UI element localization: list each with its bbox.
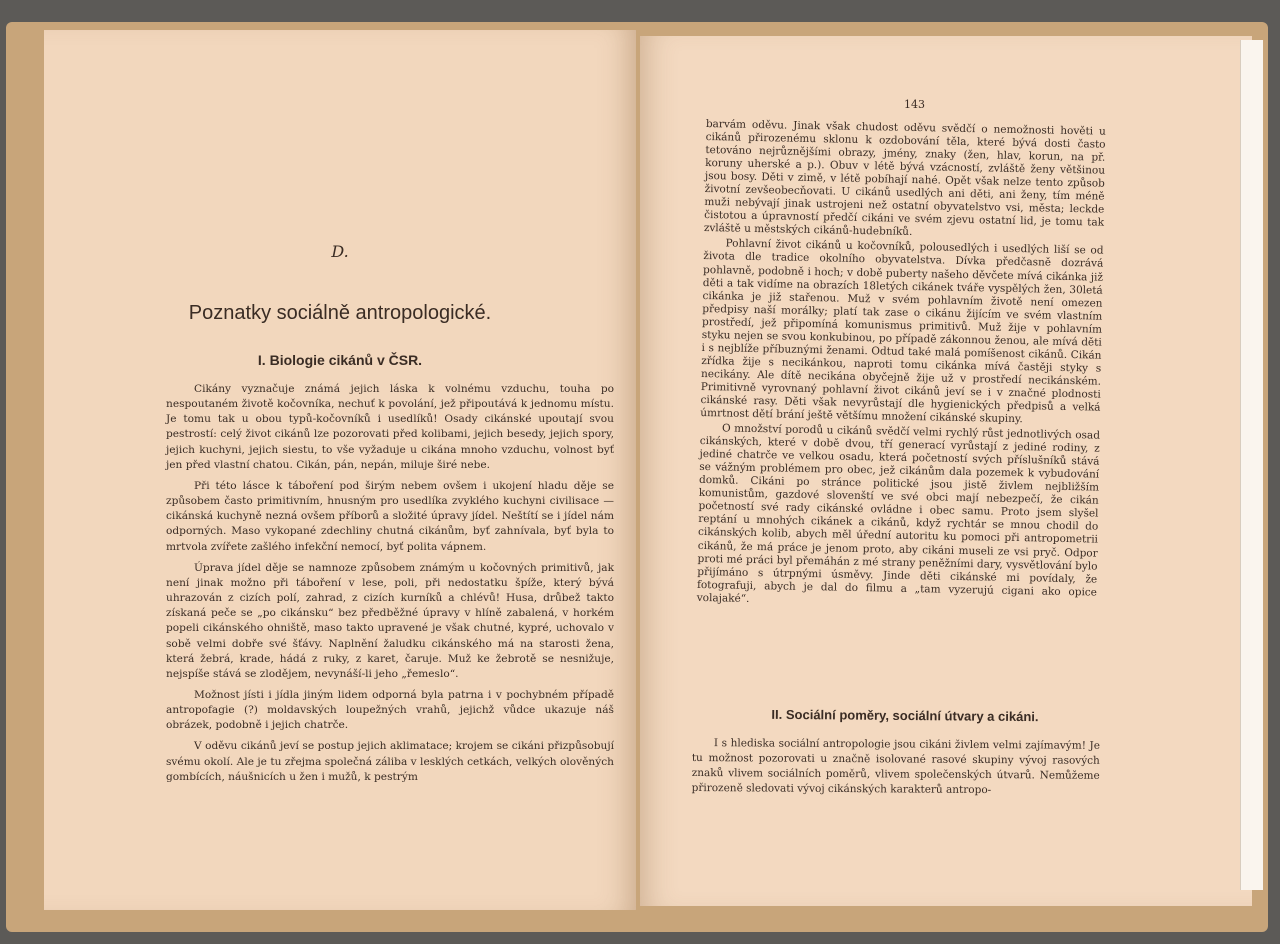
left-body-text (166, 382, 614, 791)
paragraph: Pohlavní život cikánů u kočovníků, polousedlých i usedlých liší se od života dle tradice okolního obyvatelstva. Dívka předčasně dozrává pohlavně, podobně i hoch; v době puberty našeho děvčete mívá cikánka již děti a tak vidíme na obrazích 18letých cikánek tváře vyspělých žen, 30letá cikánka je již stařenou. Muž v svém pohlavním životě není omezen předpisy naší morálky; platí tak zase o cikánu žijícím ve svém vlastním prostředí, jež připomíná komunismus primitivů. Muž žije v pohlavním styku nejen se svou konkubinou, po případě zákonnou ženou, ale mívá děti i s nejblíže příbuznými ženami. Odtud také malá pomíšenost cikánů. Cikán zřídka žije s necikánkou, naproti tomu cikánka mívá častěji styky s necikány. Ale dítě necikána obyčejně žije už v prostředí necikánském. Primitivně vyrovnaný pohlavní život cikánů jeví se i v značné plodnosti cikánské rasy. Děti však nevyrůstají dle hygienických předpisů a velká úmrtnost dětí brání ještě většímu množení cikánské skupiny. (700, 237, 1104, 426)
paragraph: Možnost jísti i jídla jiným lidem odporná byla patrna i v pochybném případě antropofagie (?) moldavských loupežných vrahů, jejichž vůdce ukazuje náš obrázek, podobně i jejich chatrče. (166, 688, 614, 732)
section-letter: D. (331, 242, 349, 261)
paragraph: I s hlediska sociální antropologie jsou cikáni živlem velmi zajímavým! Je tu možnost pozorovati u značně isolované rasové skupiny vývoj rasových znaků vlivem sociálních poměrů, vlivem společenských útvarů. Nemůžeme přirozeně sledovati vývoj cikánských karakterů antropo- (691, 737, 1100, 797)
left-page (44, 30, 636, 910)
paragraph: O množství porodů u cikánů svědčí velmi rychlý růst jednotlivých osad cikánských, které v době dvou, tří generací vyrůstají z jediné rodiny, z jediné chatrče ve velkou osadu, která početností svých příslušníků stává se vážným problémem pro obec, jež cikánům dala pozemek k vybudování domků. Cikáni po stránce politické jsou jistě živlem nejbližším komunistům, gazdové slovenští ve své obci mají nebezpečí, že cikán početností své rady cikánské ovládne i obec samu. Proto jsem slyšel reptání u mnohých cikánek a cikánů, když rychtár se mnou chodil do cikánských kolib, abych měl úřední autoritu ku pomoci při antropometrii cikánů, že má práce je jenom proto, aby cikáni museli ze vsi pryč. Odpor proti mé práci byl přemáhán z mé strany peněžními dary, vysvětlování bylo přijímáno s útrpnými úsměvy. Jinde děti cikánské mi povídaly, že fotografuji, abych je dal do filmu a „tam vyzerujú cigani ako opice volajaké“. (696, 422, 1101, 605)
paragraph: Při této lásce k táboření pod širým nebem ovšem i ukojení hladu děje se způsobem často primitivním, hnusným pro usedlíka zvyklého kuchyni civilisace — cikánská kuchyně nezná ovšem příborů a složité úpravy jídel. Neštítí se i jídel nám odporných. Maso vykopané zdechliny chutná cikánům, byť zahnívala, byť byla to mrtvola zvířete zašlého infekční nemocí, byť polita vápnem. (166, 479, 614, 553)
paragraph: Úprava jídel děje se namnoze způsobem známým u kočovných primitivů, jak není jinak možno při táboření v lese, poli, při nedostatku špíže, který bývá uhrazován z cizích polí, zahrad, z cizích kurníků a chlévů! Husa, drůbež takto získaná peče se „po cikánsku“ bez předběžné úpravy v hlíně zabalená, v horkém popeli cikánského ohniště, maso takto upravené je však chutné, kypré, uchovalo v sobě velmi dobře své šťávy. Naplnění žaludku cikánského má na starosti žena, která žebrá, krade, hádá z ruky, z karet, čaruje. Muž ke žebrotě se nesnižuje, nejspíše stává se zlodějem, nevynáší-li jeho „řemeslo“. (166, 561, 614, 680)
paragraph: barvám oděvu. Jinak však chudost oděvu svědčí o nemožnosti hověti u cikánů přirozenému sklonu k ozdobování těla, které bývá dosti často tetováno nejrůznějšími obrazy, jmény, znaky (žen, hlav, korun, na př. koruny uherské a p.). Obuv v létě bývá vzácností, zvláště ženy většinou jsou bosy. Děti v zimě, v létě pobíhají nahé. Opět však nelze tento způsob životní zevšeobecňovati. U cikánů usedlých ani děti, ani ženy, tím méně muži nebývají jinak ustrojeni než ostatní obyvatelstvo vsi, města; leckde čistotou a úpravností předčí cikáni ve svém zjevu ostatní lid, je tomu tak zvláště u městských cikánů-hudebníků. (703, 118, 1106, 239)
page-edges (1240, 40, 1263, 890)
subsection-title: I. Biologie cikánů v ČSR. (257, 352, 423, 368)
section-title: Poznatky sociálně antropologické. (188, 302, 492, 324)
right-body-text (697, 118, 1106, 614)
right-body-text-2 (692, 736, 1100, 799)
paragraph: Cikány vyznačuje známá jejich láska k volnému vzduchu, touha po nespoutaném životě kočovníka, nechuť k povolání, jež připoutává k jednomu místu. Je tomu tak u obou typů-kočovníků i usedlíků! Osady cikánské upoutají svou pestrostí: celý život cikánů lze pozorovati před kolibami, jejich besedy, jejich spory, jejich kuchyni, jejich siestu, to vše vyžaduje u cikána mnoho vzduchu, volnost byť jen před vlastní chatou. Cikán, pán, nepán, miluje širé nebe. (166, 383, 614, 471)
paragraph: V oděvu cikánů jeví se postup jejich aklimatace; krojem se cikáni přizpůsobují svému okolí. Ale je tu zřejma společná záliba v lesklých cetkách, velkých olověných gombících, náušnicích u žen i mužů, k pestrým (166, 740, 614, 783)
page-number: 143 (904, 98, 925, 111)
right-page (640, 36, 1252, 906)
subsection-title-2: II. Sociální poměry, sociální útvary a cikáni. (771, 706, 1039, 725)
